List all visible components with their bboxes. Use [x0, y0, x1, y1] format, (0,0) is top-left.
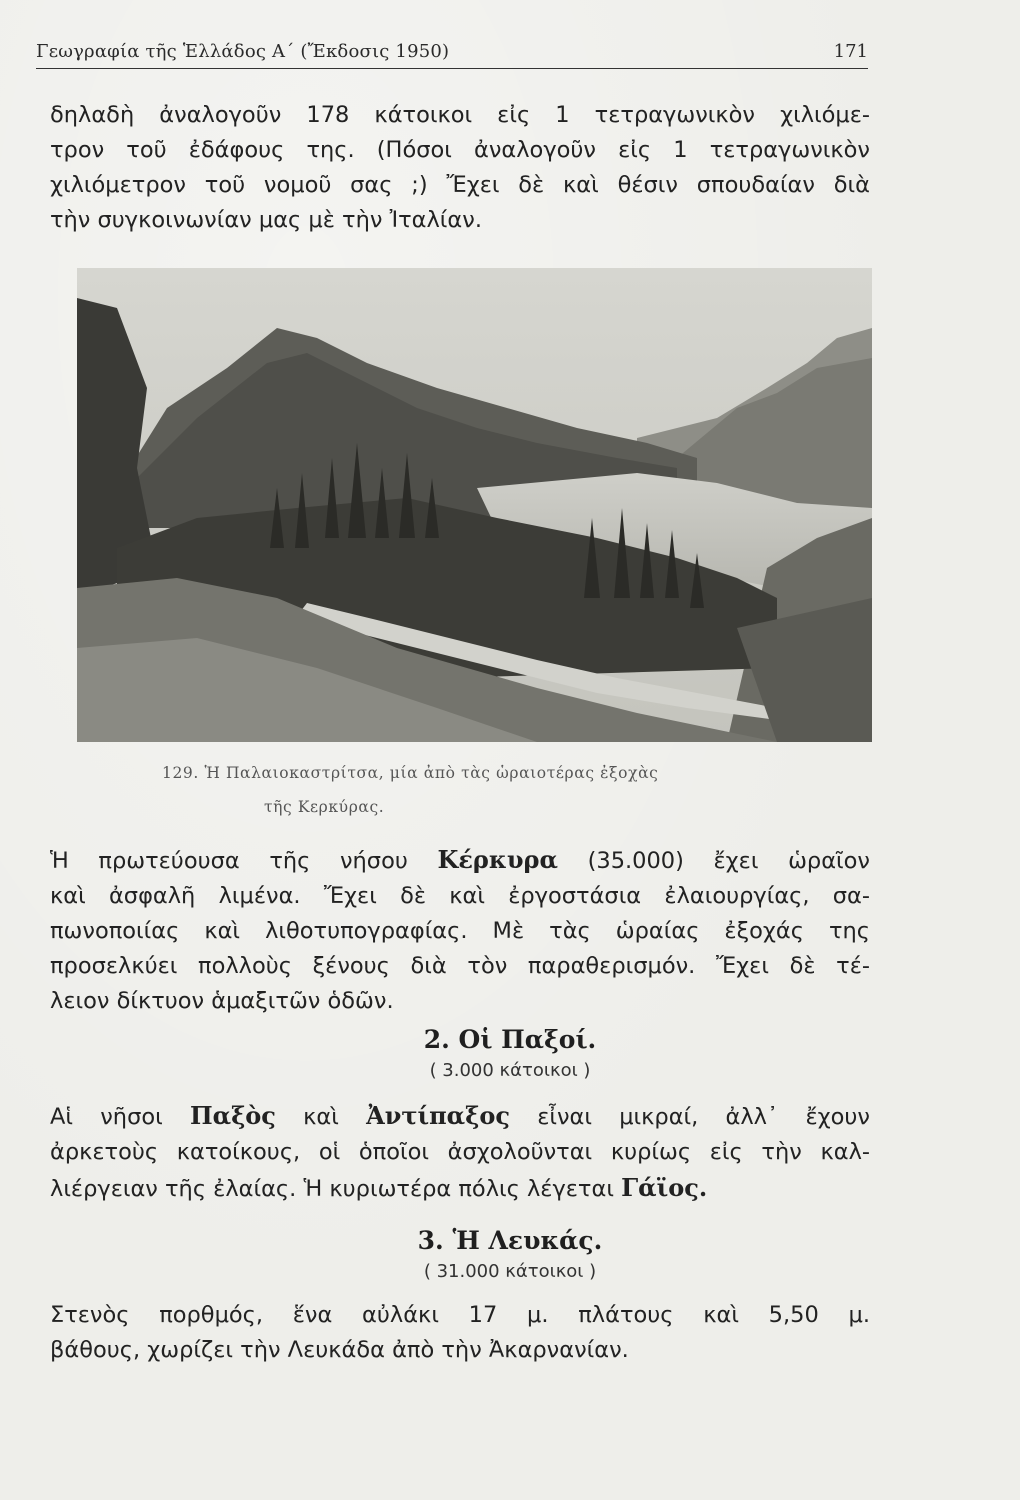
- page-number: 171: [833, 41, 868, 62]
- palaiokastritsa-photo: [77, 268, 872, 742]
- paragraph-population: [50, 98, 870, 238]
- text-line: [50, 1170, 870, 1207]
- text-line: καὶ ἀσφαλῆ λιμένα. Ἔχει δὲ καὶ ἐργοστάσια ἐλαιουργίας, σα-: [50, 883, 870, 909]
- caption-line: τῆς Κερκύρας.: [264, 798, 385, 816]
- place-name-gaios: Γάϊος.: [621, 1173, 708, 1202]
- text-line: ἀρκετοὺς κατοίκους, οἱ ὁποῖοι ἀσχολοῦνται κυρίως εἰς τὴν καλ-: [50, 1139, 870, 1165]
- text-segment: Ἡ πρωτεύουσα τῆς νήσου: [50, 848, 438, 874]
- text-segment: (35.000) ἔχει ὡραῖον: [557, 848, 870, 874]
- running-title: Γεωγραφία τῆς Ἑλλάδος Α΄ (Ἔκδοσις 1950): [36, 41, 450, 62]
- place-name-antipaxos: Ἀντίπαξος: [366, 1101, 510, 1130]
- text-line: [50, 1098, 870, 1135]
- text-line: δηλαδὴ ἀναλογοῦν 178 κάτοικοι εἰς 1 τετραγωνικὸν χιλιόμε-: [50, 102, 870, 128]
- text-line: τρον τοῦ ἐδάφους της. (Πόσοι ἀναλογοῦν εἰς 1 τετραγωνικὸν: [50, 137, 870, 163]
- place-name-paxos: Παξὸς: [189, 1101, 276, 1130]
- section-heading-lefkas: 3. Ἡ Λευκάς.: [417, 1226, 603, 1255]
- paragraph-kerkyra: [50, 842, 870, 1019]
- paragraph-paxoi: [50, 1098, 870, 1207]
- text-line: Στενὸς πορθμός, ἕνα αὐλάκι 17 μ. πλάτους καὶ 5,50 μ.: [50, 1302, 870, 1328]
- landscape-image: [77, 268, 872, 742]
- text-line: [50, 842, 870, 879]
- paragraph-lefkas: [50, 1298, 870, 1368]
- population-note: ( 31.000 κάτοικοι ): [423, 1261, 597, 1282]
- text-line: πωνοποιίας καὶ λιθοτυπογραφίας. Μὲ τὰς ὡραίας ἐξοχάς της: [50, 918, 870, 944]
- text-line: χιλιόμετρον τοῦ νομοῦ σας ;) Ἔχει δὲ καὶ θέσιν σπουδαίαν διὰ: [50, 172, 870, 198]
- running-header: [36, 38, 868, 69]
- text-segment: καὶ: [275, 1104, 367, 1130]
- caption-line: 129. Ἡ Παλαιοκαστρίτσα, μία ἀπὸ τὰς ὡραιοτέρας ἐξοχὰς: [162, 764, 659, 782]
- section-heading-paxoi: 2. Οἱ Παξοί.: [423, 1025, 597, 1054]
- place-name-kerkyra: Κέρκυρα: [437, 845, 558, 874]
- text-segment: λιέργειαν τῆς ἐλαίας. Ἡ κυριωτέρα πόλις λέγεται: [50, 1176, 622, 1202]
- text-line: προσελκύει πολλοὺς ξένους διὰ τὸν παραθερισμόν. Ἔχει δὲ τέ-: [50, 953, 870, 979]
- text-line: λειον δίκτυον ἁμαξιτῶν ὁδῶν.: [50, 988, 394, 1014]
- text-segment: εἶναι μικραί, ἀλλ᾽ ἔχουν: [509, 1104, 870, 1130]
- text-segment: Αἱ νῆσοι: [50, 1104, 190, 1130]
- text-line: τὴν συγκοινωνίαν μας μὲ τὴν Ἰταλίαν.: [50, 207, 482, 233]
- text-line: βάθους, χωρίζει τὴν Λευκάδα ἀπὸ τὴν Ἀκαρνανίαν.: [50, 1337, 629, 1363]
- population-note: ( 3.000 κάτοικοι ): [429, 1060, 591, 1081]
